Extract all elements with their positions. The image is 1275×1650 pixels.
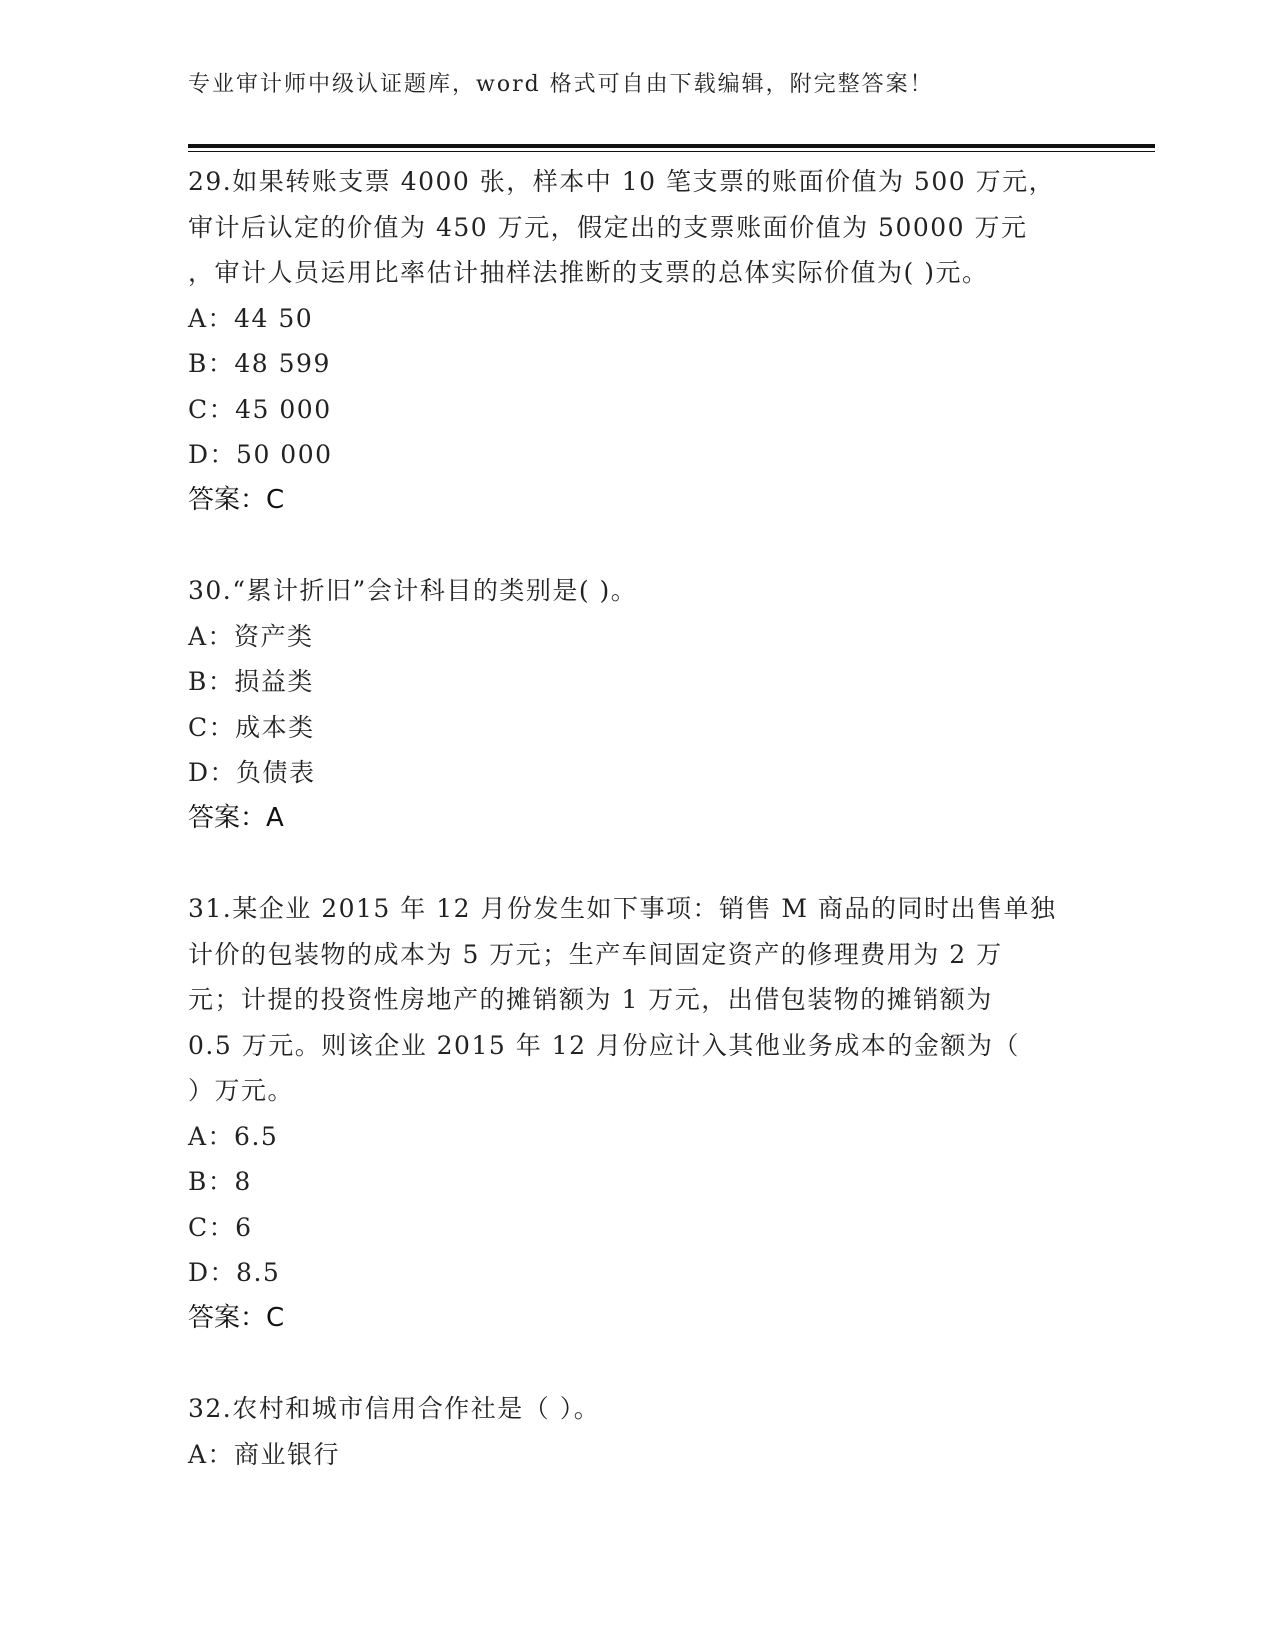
option-b: B：损益类 bbox=[188, 667, 314, 696]
question-text-line: 29.如果转账支票 4000 张，样本中 10 笔支票的账面价值为 500 万元， bbox=[188, 167, 1056, 196]
option-b: B：8 bbox=[188, 1167, 252, 1196]
option-b: B：48 599 bbox=[188, 349, 331, 378]
option-d: D：负债表 bbox=[188, 758, 316, 787]
option-d: D：8.5 bbox=[188, 1258, 281, 1287]
question-text-line: 元；计提的投资性房地产的摊销额为 1 万元，出借包装物的摊销额为 bbox=[188, 985, 993, 1014]
answer-label: 答案：C bbox=[188, 484, 285, 515]
question-29 bbox=[188, 159, 1088, 523]
option-a: A：资产类 bbox=[188, 621, 314, 651]
answer-label: 答案：C bbox=[188, 1302, 285, 1333]
question-30 bbox=[188, 568, 1088, 841]
option-c: C：成本类 bbox=[188, 712, 315, 742]
header-rule-thin bbox=[188, 151, 1155, 152]
question-31 bbox=[188, 886, 1088, 1341]
option-a: A：6.5 bbox=[188, 1121, 279, 1151]
question-text-line: 30.“累计折旧”会计科目的类别是( )。 bbox=[188, 576, 638, 605]
question-text-line: ）万元。 bbox=[188, 1076, 295, 1105]
option-d: D：50 000 bbox=[188, 440, 333, 469]
option-a: A：商业银行 bbox=[188, 1439, 341, 1469]
option-c: C：6 bbox=[188, 1212, 253, 1242]
question-text-line: 计价的包装物的成本为 5 万元；生产车间固定资产的修理费用为 2 万 bbox=[188, 939, 1003, 969]
question-text-line: 0.5 万元。则该企业 2015 年 12 月份应计入其他业务成本的金额为（ bbox=[188, 1030, 1020, 1060]
question-text-line: 审计后认定的价值为 450 万元，假定出的支票账面价值为 50000 万元 bbox=[188, 212, 1028, 242]
question-list bbox=[188, 159, 1088, 1522]
document-header: 专业审计师中级认证题库，word 格式可自由下载编辑，附完整答案！ bbox=[188, 72, 934, 97]
question-text-line: ，审计人员运用比率估计抽样法推断的支票的总体实际价值为( )元。 bbox=[188, 258, 989, 287]
question-32 bbox=[188, 1386, 1088, 1477]
option-c: C：45 000 bbox=[188, 394, 332, 424]
header-rule-thick bbox=[188, 144, 1155, 148]
option-a: A：44 50 bbox=[188, 303, 314, 333]
question-text-line: 32.农村和城市信用合作社是（ ）。 bbox=[188, 1394, 601, 1423]
question-text-line: 31.某企业 2015 年 12 月份发生如下事项：销售 M 商品的同时出售单独 bbox=[188, 894, 1057, 923]
answer-label: 答案：A bbox=[188, 802, 284, 833]
